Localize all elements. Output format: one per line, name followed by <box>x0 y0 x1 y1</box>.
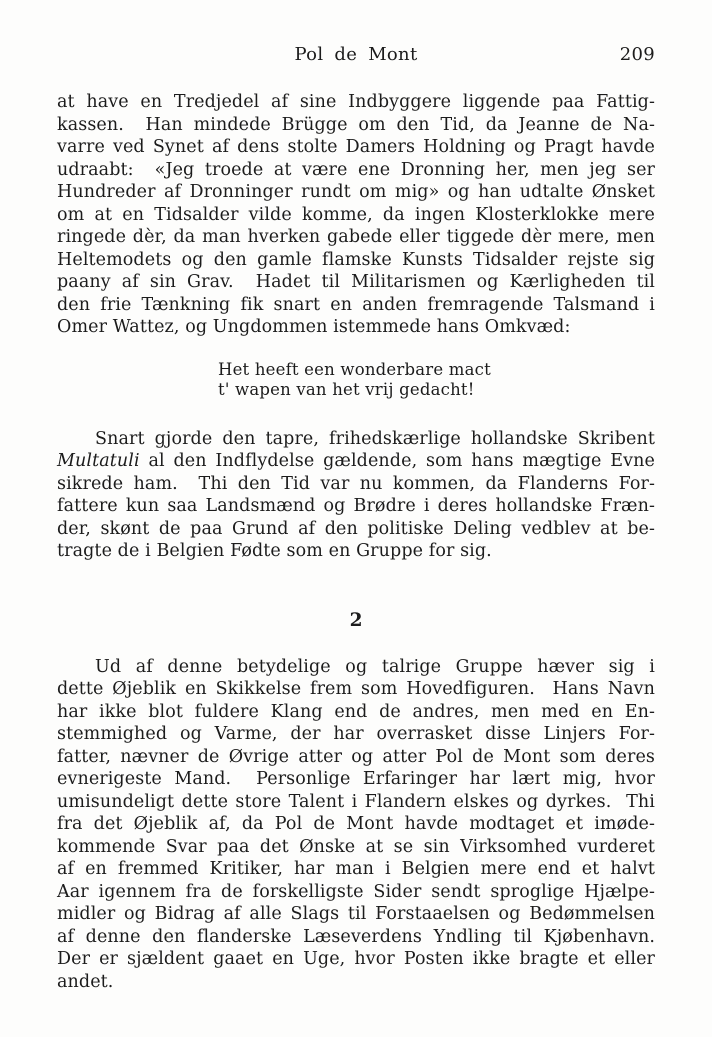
paragraph-1-line: ringede dèr, da man hverken gabede eller tiggede dèr mere, men <box>57 227 655 247</box>
page-header <box>57 44 655 68</box>
paragraph-3-line: umisundeligt dette store Talent i Flandern elskes og dyrkes. Thi <box>57 791 655 812</box>
paragraph-3-line: fatter, nævner de Øvrige atter og atter Pol de Mont som deres <box>57 746 655 767</box>
italic-word: Multatuli <box>57 451 140 471</box>
running-title: Pol de Mont <box>294 44 418 65</box>
paragraph-1-line: kassen. Han mindede Brügge om den Tid, da Jeanne de Na- <box>57 114 655 135</box>
paragraph-2-line: der, skønt de paa Grund af den politiske Deling vedblev at be- <box>57 518 655 539</box>
paragraph-3-line: andet. <box>57 971 114 992</box>
paragraph-1-line: varre ved Synet af dens stolte Damers Holdning og Pragt havde <box>57 137 655 157</box>
paragraph-1-line: den frie Tænkning fik snart en anden fremragende Talsmand i <box>57 294 655 315</box>
paragraph-3 <box>57 656 655 994</box>
paragraph-2-line: sikrede ham. Thi den Tid var nu kommen, da Flanderns For- <box>57 473 655 494</box>
verse-line: t' wapen van het vrij gedacht! <box>218 380 475 399</box>
paragraph-3-line: evnerigeste Mand. Personlige Erfaringer har lært mig, hvor <box>57 769 655 789</box>
paragraph-1-line: paany af sin Grav. Hadet til Militarismen og Kærligheden til <box>57 272 655 292</box>
paragraph-3-line: dette Øjeblik en Skikkelse frem som Hovedfiguren. Hans Navn <box>57 679 655 699</box>
paragraph-3-line: har ikke blot fuldere Klang end de andres, men med en En- <box>57 701 655 722</box>
paragraph-2-line <box>57 450 655 473</box>
paragraph-3-line: midler og Bidrag af alle Slags til Forstaaelsen og Bedømmelsen <box>57 904 655 924</box>
paragraph-1-line: Heltemodets og den gamle flamske Kunsts Tidsalder rejste sig <box>57 249 655 270</box>
paragraph-1-line: udraabt: «Jeg troede at være ene Dronning her, men jeg ser <box>57 159 655 180</box>
paragraph-1-line: Omer Wattez, og Ungdommen istemmede hans Omkvæd: <box>57 317 571 337</box>
paragraph-3-line: kommende Svar paa det Ønske at se sin Virksomhed vurderet <box>57 836 655 857</box>
paragraph-1-line: om at en Tidsalder vilde komme, da ingen Klosterklokke mere <box>57 204 655 225</box>
page-number: 209 <box>619 44 655 65</box>
verse-quote <box>218 360 655 401</box>
paragraph-1-line: Hundreder af Dronninger rundt om mig» og han udtalte Ønsket <box>57 182 655 202</box>
paragraph-2-line: Snart gjorde den tapre, frihedskærlige hollandske Skribent <box>95 428 655 449</box>
paragraph-2 <box>57 428 655 563</box>
paragraph-2-line: tragte de i Belgien Fødte som en Gruppe for sig. <box>57 541 492 561</box>
paragraph-3-line: fra det Øjeblik af, da Pol de Mont havde modtaget et imøde- <box>57 814 655 834</box>
paragraph-2-line: fattere kun saa Landsmænd og Brødre i deres hollandske Fræn- <box>57 496 655 516</box>
paragraph-3-line: Der er sjældent gaaet en Uge, hvor Posten ikke bragte et eller <box>57 949 655 969</box>
paragraph-3-line: Ud af denne betydelige og talrige Gruppe hæver sig i <box>95 656 655 677</box>
paragraph-1-line: at have en Tredjedel af sine Indbyggere liggende paa Fattig- <box>57 92 655 112</box>
paragraph-3-line: af denne den flanderske Læseverdens Yndling til Kjøbenhavn. <box>57 926 655 947</box>
paragraph-1 <box>57 91 655 339</box>
paragraph-3-line: stemmighed og Varme, der har overrasket disse Linjers For- <box>57 724 655 744</box>
section-number: 2 <box>349 609 363 631</box>
text-segment: al den Indflydelse gældende, som hans mægtige Evne <box>139 451 655 471</box>
paragraph-3-line: af en fremmed Kritiker, har man i Belgien mere end et halvt <box>57 859 655 879</box>
paragraph-3-line: Aar igennem fra de forskelligste Sider sendt sproglige Hjælpe- <box>57 881 655 902</box>
verse-line: Het heeft een wonderbare mact <box>218 359 491 379</box>
